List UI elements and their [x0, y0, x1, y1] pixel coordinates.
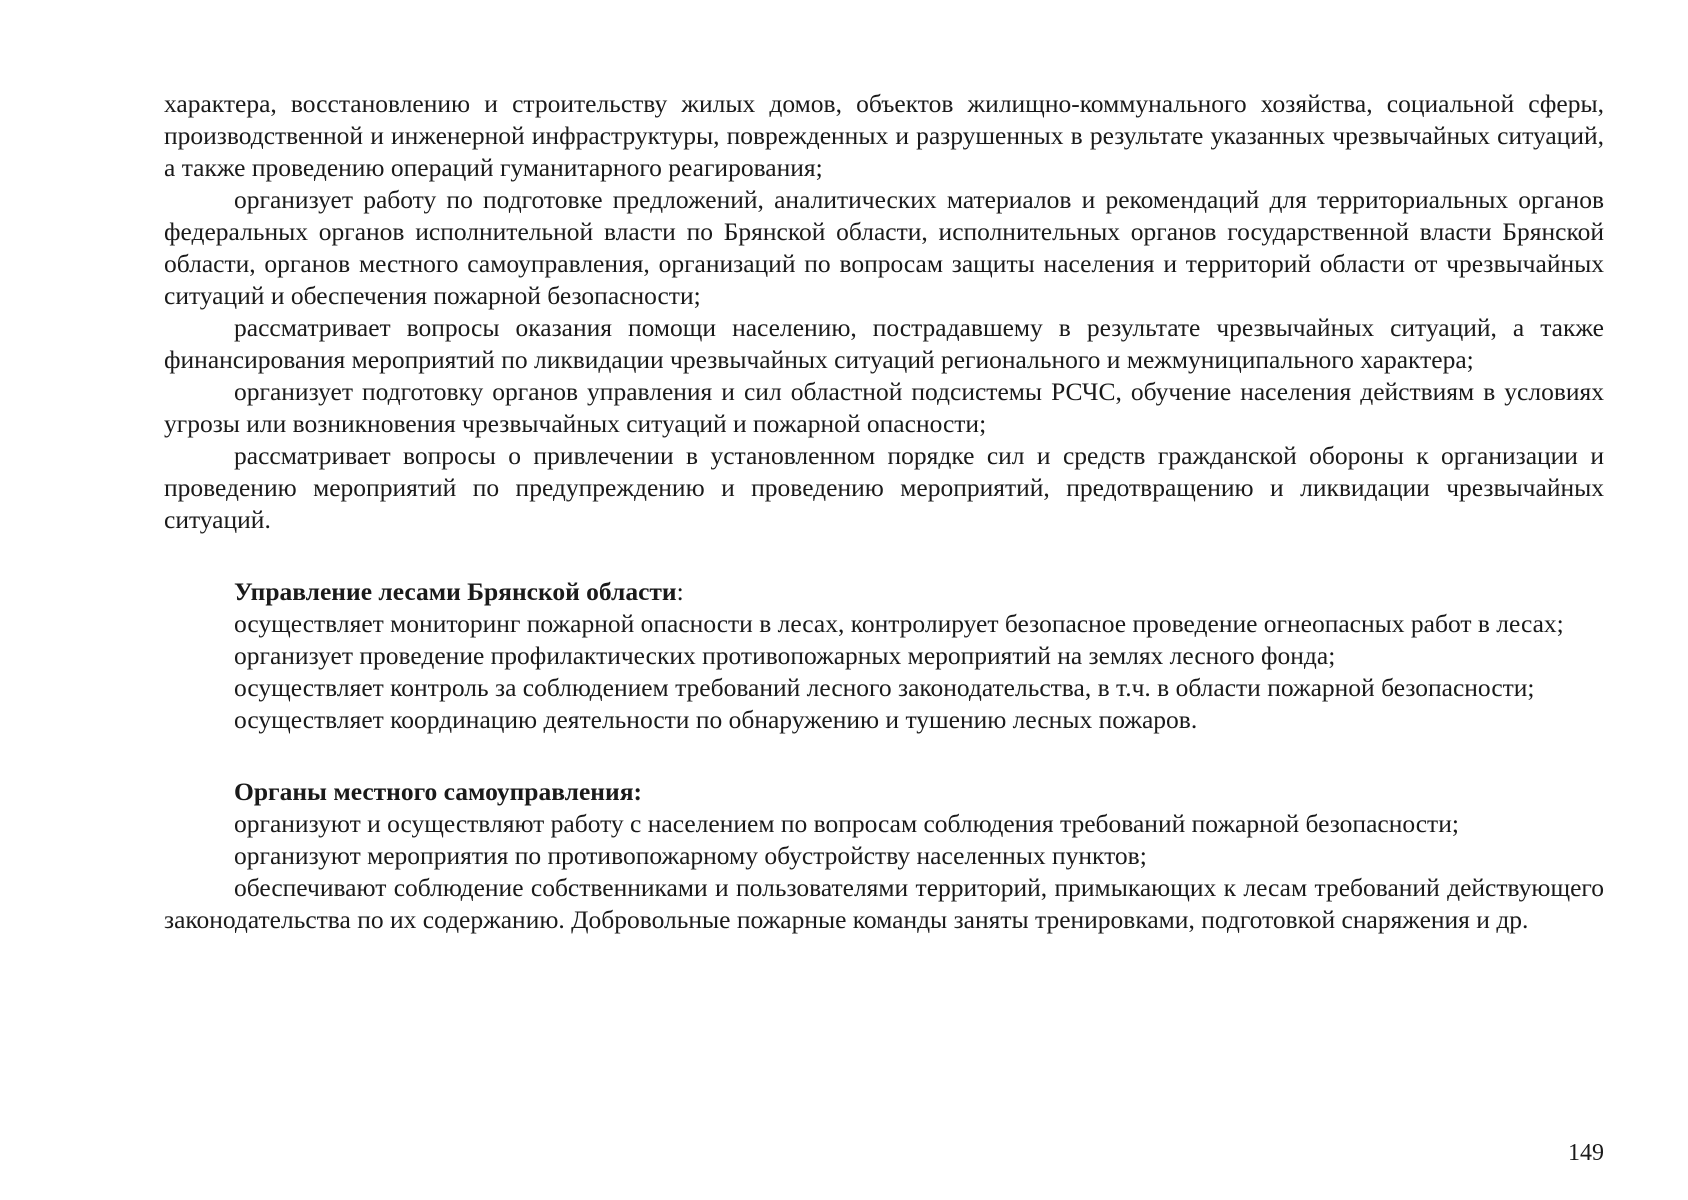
document-page	[164, 88, 1604, 936]
paragraph: организует подготовку органов управления и сил областной подсистемы РСЧС, обучение населения действиям в условиях угрозы или возникновения чрезвычайных ситуаций и пожарной опасности;	[164, 377, 1604, 438]
paragraph: организуют и осуществляют работу с населением по вопросам соблюдения требований пожарной безопасности;	[234, 809, 1459, 838]
paragraph: рассматривает вопросы о привлечении в установленном порядке сил и средств гражданской обороны к организации и проведению мероприятий по предупреждению и проведению мероприятий, предотвращению и ликвидации чрезвычайных ситуаций.	[164, 441, 1604, 534]
paragraph: организует работу по подготовке предложений, аналитических материалов и рекомендаций для территориальных органов федеральных органов исполнительной власти по Брянской области, исполнительных органов государственной власти Брянской области, органов местного самоуправления, организаций по вопросам защиты населения и территорий области от чрезвычайных ситуаций и обеспечения пожарной безопасности;	[164, 185, 1604, 310]
paragraph: осуществляет мониторинг пожарной опасности в лесах, контролирует безопасное проведение огнеопасных работ в лесах;	[234, 609, 1564, 638]
section-emergency-duties	[164, 88, 1604, 536]
paragraph: осуществляет контроль за соблюдением требований лесного законодательства, в т.ч. в области пожарной безопасности;	[234, 673, 1535, 702]
paragraph: организует проведение профилактических противопожарных мероприятий на землях лесного фонда;	[234, 641, 1336, 670]
paragraph: организуют мероприятия по противопожарному обустройству населенных пунктов;	[234, 841, 1147, 870]
paragraph: характера, восстановлению и строительству жилых домов, объектов жилищно-коммунального хозяйства, социальной сферы, производственной и инженерной инфраструктуры, поврежденных и разрушенных в результате указанных чрезвычайных ситуаций, а также проведению операций гуманитарного реагирования;	[164, 89, 1604, 182]
page-number: 149	[1568, 1140, 1604, 1166]
section-heading: Органы местного самоуправления:	[234, 777, 642, 806]
paragraph: обеспечивают соблюдение собственниками и пользователями территорий, примыкающих к лесам требований действующего законодательства по их содержанию. Добровольные пожарные команды заняты тренировками, подготовкой снаряжения и др.	[164, 873, 1604, 934]
paragraph: осуществляет координацию деятельности по обнаружению и тушению лесных пожаров.	[234, 705, 1198, 734]
section-heading	[164, 576, 1604, 608]
paragraph: рассматривает вопросы оказания помощи населению, пострадавшему в результате чрезвычайных ситуаций, а также финансирования мероприятий по ликвидации чрезвычайных ситуаций регионального и межмуниципального характера;	[164, 313, 1604, 374]
section-heading-text: Управление лесами Брянской области	[234, 577, 677, 606]
section-local-government	[164, 776, 1604, 936]
section-forest-management	[164, 576, 1604, 736]
section-heading-colon: :	[676, 577, 684, 606]
